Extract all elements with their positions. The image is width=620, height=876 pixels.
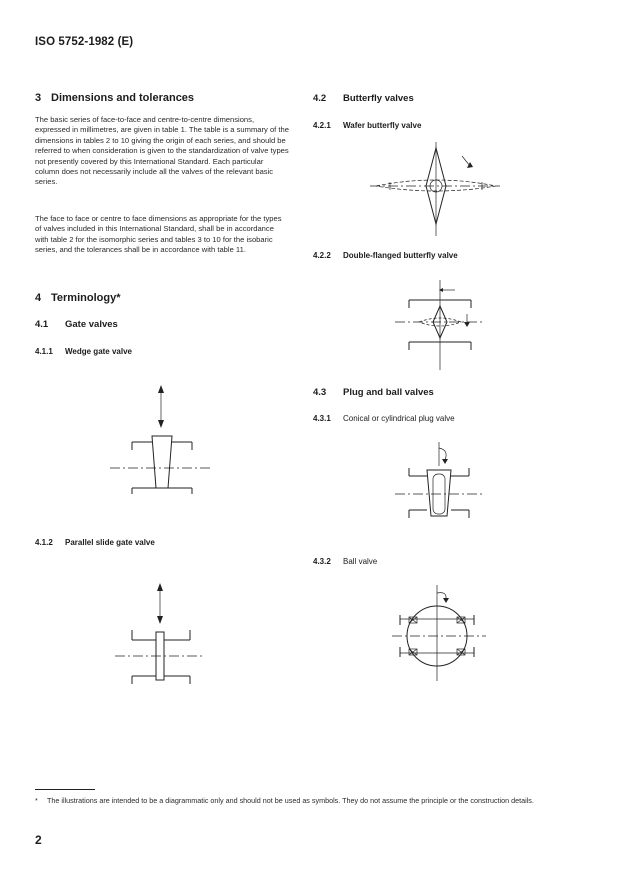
section-4-2-1-title: Wafer butterfly valve: [343, 121, 422, 130]
section-4-2-heading: [313, 93, 414, 104]
section-4-1-title: Gate valves: [65, 319, 118, 330]
wedge-gate-valve-figure: [110, 380, 220, 500]
section-4-2-1-heading: [313, 121, 421, 130]
section-4-1-number: 4.1: [35, 319, 49, 330]
section-4-1-2-title: Parallel slide gate valve: [65, 538, 155, 547]
plug-valve-figure: [395, 440, 490, 530]
section-3-paragraph-2: The face to face or centre to face dimensions as appropriate for the types of valves included in this International Standard, shall be in accordance with table 2 for the isomorphic series and tables 3 to 10 for the isobaric series, and the tolerances shall be in accordance with table 11.: [35, 214, 282, 255]
double-flanged-butterfly-valve-figure: [395, 280, 495, 375]
section-4-1-2-heading: [35, 538, 155, 547]
section-4-3-title: Plug and ball valves: [343, 387, 434, 398]
section-4-1-2-number: 4.1.2: [35, 538, 53, 547]
section-4-1-heading: [35, 319, 118, 330]
ball-valve-figure: [392, 585, 492, 685]
document-header: ISO 5752-1982 (E): [35, 36, 134, 48]
footnote-mark: *: [35, 796, 38, 805]
section-4-1-1-title: Wedge gate valve: [65, 347, 132, 356]
section-4-number: 4: [35, 292, 42, 304]
section-4-1-1-number: 4.1.1: [35, 347, 53, 356]
section-4-3-2-title: Ball valve: [343, 557, 378, 566]
section-4-1-1-heading: [35, 347, 132, 356]
section-4-3-2-number: 4.3.2: [313, 557, 331, 566]
section-4-2-2-title: Double-flanged butterfly valve: [343, 251, 458, 260]
footnote-text: The illustrations are intended to be a diagrammatic only and should not be used as symbols. They do not assume the principle or the construction details.: [47, 796, 534, 805]
section-4-2-number: 4.2: [313, 93, 327, 104]
section-3-number: 3: [35, 92, 42, 104]
section-4-3-number: 4.3: [313, 387, 327, 398]
footnote-divider: [35, 789, 95, 790]
section-4-title: Terminology*: [51, 292, 121, 304]
section-4-heading: [35, 292, 120, 304]
section-3-heading: [35, 92, 194, 104]
section-4-3-1-number: 4.3.1: [313, 414, 331, 423]
section-3-paragraph-1: The basic series of face-to-face and centre-to-centre dimensions, expressed in millimetres, are given in table 1. The table is a summary of the dimensions in tables 2 to 10 giving the origin of each series, and should be referred to when consideration is given to the standardization of valve types not presently covered by this International Standard. Each particular column does not necessarily include all the valves of the relevant basic series.: [35, 115, 289, 187]
wafer-butterfly-valve-figure: [370, 140, 500, 240]
parallel-slide-gate-valve-figure: [110, 580, 220, 690]
section-4-3-1-heading: [313, 414, 455, 423]
section-4-2-1-number: 4.2.1: [313, 121, 331, 130]
section-4-3-1-title: Conical or cylindrical plug valve: [343, 414, 455, 423]
footnote: [35, 796, 570, 806]
section-4-2-title: Butterfly valves: [343, 93, 414, 104]
section-4-3-heading: [313, 387, 434, 398]
section-4-2-2-heading: [313, 251, 458, 260]
page-number: 2: [35, 833, 42, 847]
section-4-3-2-heading: [313, 557, 377, 566]
section-3-title: Dimensions and tolerances: [51, 92, 195, 104]
section-4-2-2-number: 4.2.2: [313, 251, 331, 260]
